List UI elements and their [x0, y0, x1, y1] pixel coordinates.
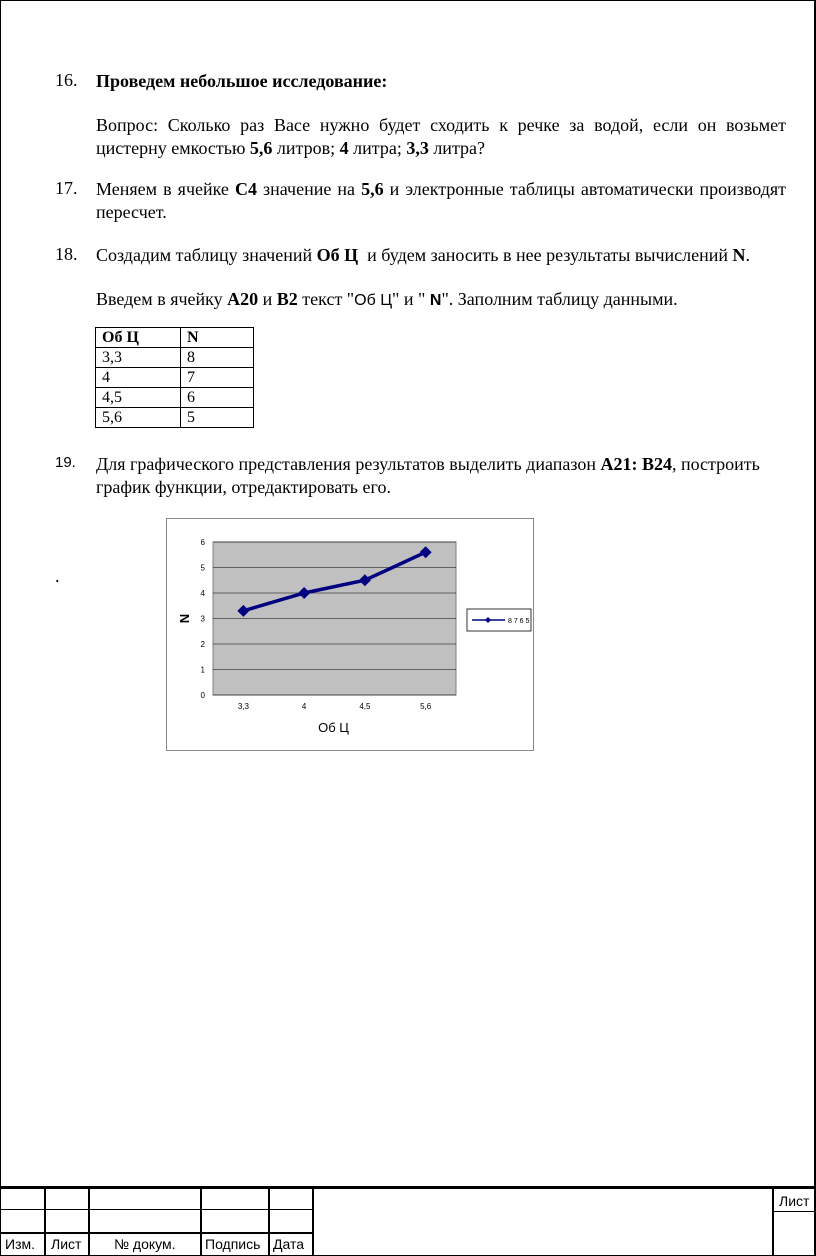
table-row: [96, 368, 254, 388]
stamp-label-list: Лист: [51, 1236, 82, 1252]
item-16-number: 16.: [55, 70, 78, 90]
table-row: [96, 388, 254, 408]
x-tick-label: 5,6: [420, 702, 432, 711]
item-17-text: Меняем в ячейке С4 значение на 5,6 и электронные таблицы автоматически производят пересчет.: [96, 179, 786, 222]
y-tick-label: 3: [200, 614, 205, 624]
table-cell: 5: [181, 408, 254, 428]
data-table: [95, 327, 254, 428]
x-tick-label: 3,3: [237, 702, 249, 711]
y-tick-label: 2: [200, 640, 205, 649]
item-19-number: 19.: [55, 454, 76, 471]
stamp-row-line: [0, 1209, 313, 1210]
stamp-label-izm: Изм.: [5, 1236, 35, 1252]
item-16-heading: [96, 70, 786, 93]
y-tick-label: 5: [200, 563, 205, 573]
stamp-divider: [88, 1189, 90, 1256]
item-18-instruction: Введем в ячейку А20 и В2 текст "Об Ц" и " N". Заполним таблицу данными.: [96, 289, 678, 309]
x-tick-label: 4,5: [359, 702, 371, 711]
y-tick-label: 6: [200, 538, 205, 547]
chart-svg: [167, 519, 533, 750]
item-19-text: Для графического представления результатов выделить диапазон А21: В24, построить график функции, отредактировать его.: [96, 454, 760, 497]
table-cell: 5,6: [96, 408, 181, 428]
table-cell: 4: [96, 368, 181, 388]
table-header-row: [96, 328, 254, 348]
table-cell: 3,3: [96, 348, 181, 368]
item-18-text: Создадим таблицу значений Об Ц и будем заносить в нее результаты вычислений N.: [96, 245, 750, 265]
table-header-cell: Об Ц: [96, 328, 181, 348]
question-paragraph: Вопрос: Сколько раз Васе нужно будет сходить к речке за водой, если он возьмет цистерну емкостью 5,6 литров; 4 литра; 3,3 литра?: [96, 115, 786, 158]
stamp-divider: [200, 1189, 202, 1256]
stamp-row-line: [0, 1232, 313, 1234]
table-cell: 8: [181, 348, 254, 368]
legend-label: 8 7 6 5: [508, 618, 530, 625]
stamp-label-sheet: Лист: [779, 1193, 810, 1209]
table-row: [96, 408, 254, 428]
y-tick-label: 1: [200, 665, 205, 675]
x-tick-label: 4: [301, 702, 307, 711]
stamp-label-signature: Подпись: [205, 1236, 261, 1252]
y-tick-label: 0: [200, 691, 205, 700]
item-18-number: 18.: [55, 244, 78, 264]
table-cell: 6: [181, 388, 254, 408]
stray-dot: .: [55, 566, 60, 586]
stamp-divider: [772, 1189, 774, 1256]
table-cell: 4,5: [96, 388, 181, 408]
table-row: [96, 348, 254, 368]
stamp-row-line: [772, 1211, 816, 1212]
y-tick-label: 4: [200, 589, 205, 598]
stamp-divider: [312, 1189, 314, 1256]
stamp-divider: [268, 1189, 270, 1256]
table-cell: 7: [181, 368, 254, 388]
line-chart: [166, 518, 534, 751]
title-block: [0, 1189, 816, 1256]
y-axis-label: N: [177, 613, 192, 624]
table-header-cell: N: [181, 328, 254, 348]
stamp-label-doc: № докум.: [114, 1236, 176, 1252]
x-axis-label: Об Ц: [318, 720, 349, 735]
stamp-divider: [44, 1189, 46, 1256]
item-17-number: 17.: [55, 178, 78, 198]
stamp-label-date: Дата: [273, 1236, 305, 1252]
item-16-heading-text: Проведем небольшое исследование:: [96, 71, 388, 91]
